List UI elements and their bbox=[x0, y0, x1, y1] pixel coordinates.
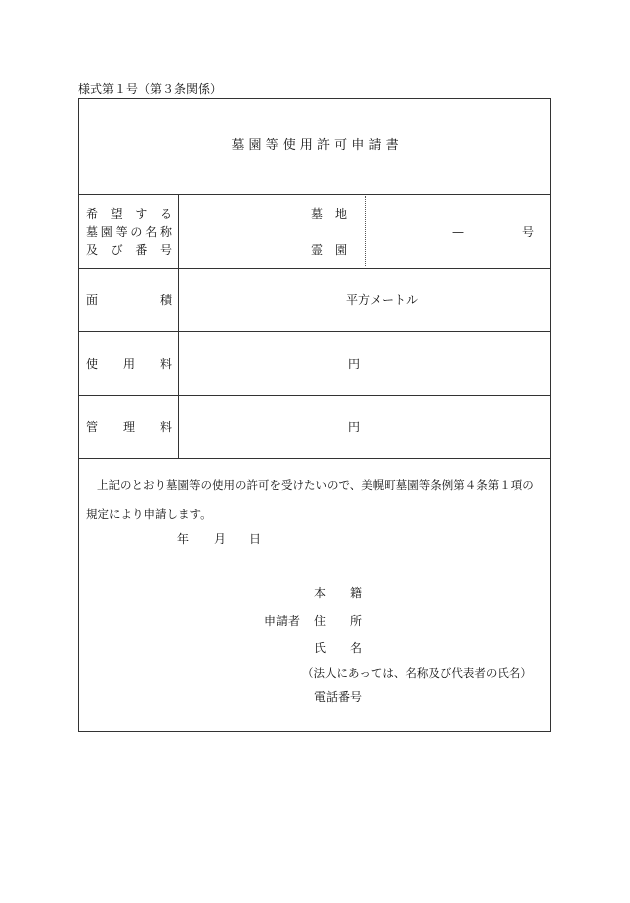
divider bbox=[78, 268, 551, 269]
number-suffix: 号 bbox=[522, 225, 535, 239]
area-label-a: 面 bbox=[86, 293, 99, 307]
date-month: 月 bbox=[214, 532, 227, 546]
desired-label-line3: 及 び 番 号 bbox=[86, 243, 172, 257]
corporation-note: （法人にあっては、名称及び代表者の氏名） bbox=[302, 666, 532, 680]
applicant-name: 氏 名 bbox=[314, 641, 363, 655]
date-year: 年 bbox=[177, 532, 190, 546]
label-column-divider bbox=[178, 194, 179, 458]
management-fee-label-a: 管 bbox=[86, 420, 99, 434]
divider bbox=[78, 331, 551, 332]
management-fee-label-c: 料 bbox=[160, 420, 173, 434]
desired-label-line1: 希 望 す る bbox=[86, 207, 172, 221]
divider bbox=[78, 194, 551, 195]
divider bbox=[78, 395, 551, 396]
applicant-phone: 電話番号 bbox=[314, 690, 363, 704]
area-unit: 平方メートル bbox=[346, 293, 419, 307]
applicant-address: 住 所 bbox=[314, 614, 363, 628]
usage-fee-unit: 円 bbox=[348, 357, 361, 371]
applicant-label: 申請者 bbox=[264, 614, 301, 628]
date-day: 日 bbox=[249, 532, 262, 546]
option-grave: 墓 地 bbox=[311, 207, 348, 221]
usage-fee-label-a: 使 bbox=[86, 357, 99, 371]
area-label-b: 積 bbox=[160, 293, 173, 307]
form-title: 墓 園 等 使 用 許 可 申 請 書 bbox=[231, 138, 399, 153]
management-fee-unit: 円 bbox=[348, 420, 361, 434]
form-number: 様式第１号（第３条関係） bbox=[78, 82, 223, 96]
dotted-divider bbox=[365, 196, 366, 266]
usage-fee-label-c: 料 bbox=[160, 357, 173, 371]
option-ossuary: 霊 園 bbox=[311, 243, 348, 257]
declaration-line1: 上記のとおり墓園等の使用の許可を受けたいので、美幌町墓園等条例第４条第１項の bbox=[97, 478, 534, 492]
applicant-honseki: 本 籍 bbox=[314, 586, 363, 600]
management-fee-label-b: 理 bbox=[123, 420, 136, 434]
usage-fee-label-b: 用 bbox=[123, 357, 136, 371]
declaration-line2: 規定により申請します。 bbox=[86, 507, 212, 521]
desired-label-line2: 墓園等の名称 bbox=[86, 225, 172, 239]
divider bbox=[78, 458, 551, 459]
number-dash: — bbox=[452, 225, 464, 239]
